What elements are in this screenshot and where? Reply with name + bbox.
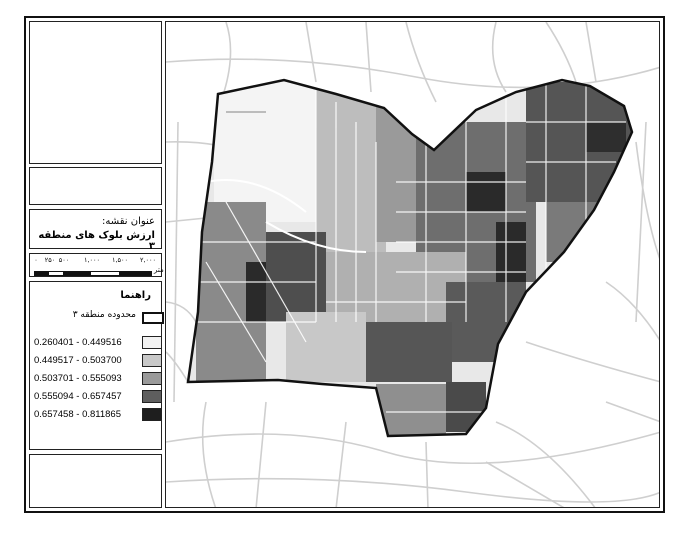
scale-label: ۰ [34, 256, 38, 264]
scale-label: ۲۵۰ [44, 256, 56, 264]
legend-label: 0.260401 - 0.449516 [34, 337, 122, 348]
legend-swatch [142, 408, 162, 421]
empty-panel-small [29, 167, 162, 205]
legend-label: 0.503701 - 0.555093 [34, 373, 122, 384]
legend-boundary-item [36, 310, 164, 326]
scale-label: ۲,۰۰۰ [139, 256, 157, 264]
legend-panel [29, 281, 162, 450]
boundary-label: محدوده منطقه ۳ [72, 310, 136, 320]
map-frame [165, 21, 660, 508]
legend-swatch [142, 390, 162, 403]
scale-label: ۱,۰۰۰ [83, 256, 101, 264]
scale-label: ۱,۵۰۰ [111, 256, 129, 264]
scale-bar [34, 271, 152, 276]
legend-item [34, 354, 162, 370]
scale-panel [29, 253, 162, 277]
legend-label: 0.449517 - 0.503700 [34, 355, 122, 366]
legend-item [34, 336, 162, 352]
boundary-swatch [142, 312, 164, 324]
scale-unit: متر [154, 266, 164, 274]
legend-swatch [142, 336, 162, 349]
legend-label: 0.555094 - 0.657457 [34, 391, 122, 402]
title-caption: عنوان نقشه: [102, 216, 155, 227]
legend-swatch [142, 354, 162, 367]
title-panel [29, 209, 162, 252]
map-canvas [166, 22, 660, 508]
empty-panel-top [29, 21, 162, 164]
legend-item [34, 408, 162, 424]
legend-item [34, 390, 162, 406]
scale-label: ۵۰۰ [58, 256, 70, 264]
legend-swatch [142, 372, 162, 385]
legend-title: راهنما [120, 290, 151, 301]
map-title: ارزش بلوک های منطقه ۳ [38, 230, 155, 252]
legend-label: 0.657458 - 0.811865 [34, 409, 121, 420]
legend-item [34, 372, 162, 388]
empty-panel-bottom [29, 454, 162, 508]
